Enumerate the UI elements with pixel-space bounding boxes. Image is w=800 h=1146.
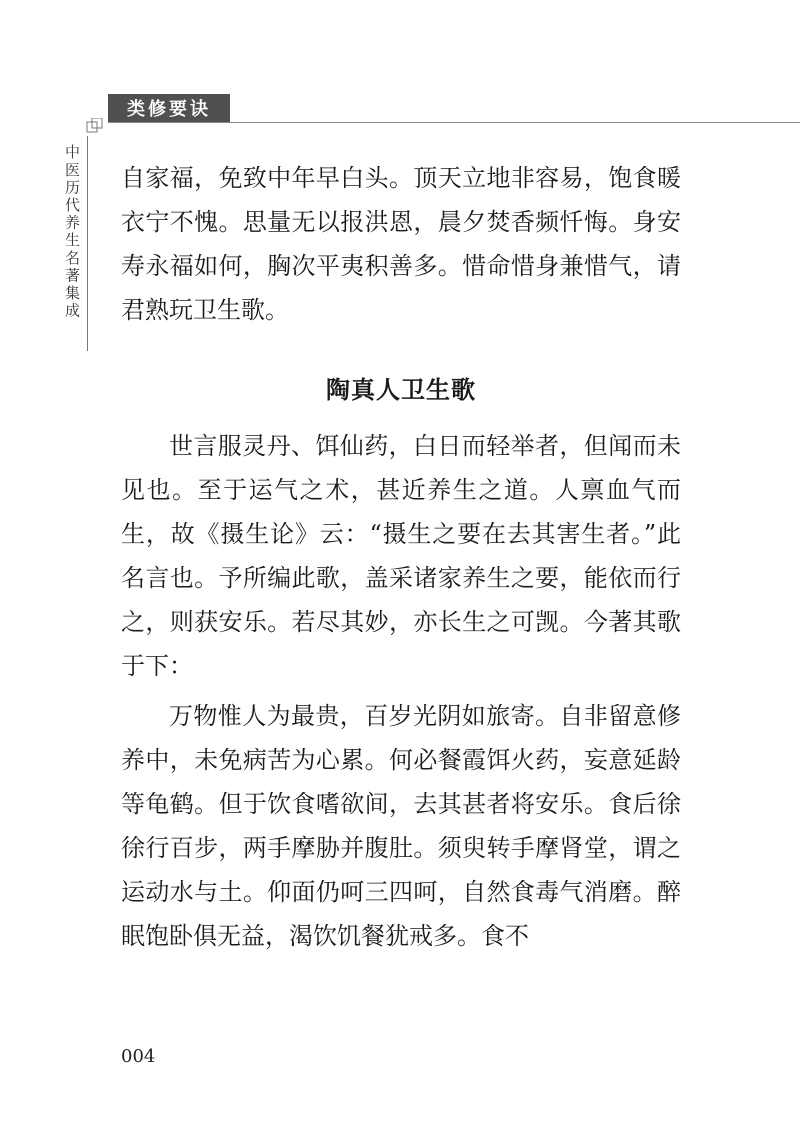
- page-body: [121, 156, 681, 958]
- body-paragraph-preface: 世言服灵丹、饵仙药，白日而轻举者，但闻而未见也。至于运气之术，甚近养生之道。人禀血气而生，故《摄生论》云：“摄生之要在去其害生者。”此名言也。予所编此歌，盖采诸家养生之要，能依而行之，则获安乐。若尽其妙，亦长生之可觊。今著其歌于下：: [121, 432, 681, 680]
- running-title: 类修要诀: [108, 94, 230, 122]
- series-title: 中医历代养生名著集成: [63, 144, 81, 320]
- side-rule: [87, 136, 88, 351]
- page-number: 004: [121, 1046, 156, 1067]
- header-rule: [108, 122, 800, 123]
- intro-paragraph: 自家福，免致中年早白头。顶天立地非容易，饱食暖衣宁不愧。思量无以报洪恩，晨夕焚香频忏悔。身安寿永福如何，胸次平夷积善多。惜命惜身兼惜气，请君熟玩卫生歌。: [121, 164, 681, 324]
- body-paragraph-song: 万物惟人为最贵，百岁光阴如旅寄。自非留意修养中，未免病苦为心累。何必餐霞饵火药，妄意延龄等龟鹤。但于饮食嗜欲间，去其甚者将安乐。食后徐徐行百步，两手摩胁并腹肚。须臾转手摩肾堂，谓之运动水与土。仰面仍呵三四呵，自然食毒气消磨。醉眠饱卧俱无益，渴饮饥餐犹戒多。食不: [121, 702, 681, 950]
- corner-ornament-icon: [86, 118, 110, 142]
- section-title: 陶真人卫生歌: [326, 376, 476, 404]
